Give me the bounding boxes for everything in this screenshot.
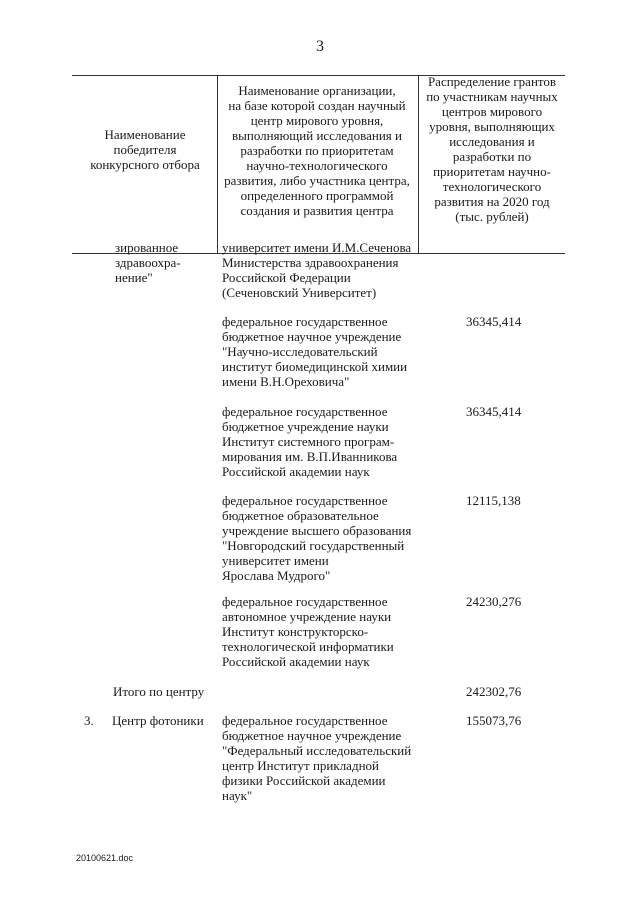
item-number: 3. <box>84 713 94 728</box>
row-amount: 36345,414 <box>466 404 522 419</box>
item-winner: Центр фотоники <box>112 713 204 728</box>
row-winner-continued: зированное здравоохра- нение" <box>115 240 181 285</box>
item-amount: 155073,76 <box>466 713 522 728</box>
header-winner: Наименование победителя конкурсного отбора <box>90 127 200 172</box>
file-name-footer: 20100621.doc <box>76 853 134 863</box>
total-amount: 242302,76 <box>466 684 522 699</box>
header-divider-2 <box>418 75 419 253</box>
row-org: университет имени И.М.Сеченова Министерства здравоохранения Российской Федерации (Сеченовский Университет) <box>222 240 412 300</box>
row-org: федеральное государственное бюджетное образовательное учреждение высшего образования "Новгородский государственный университет имени Ярослава Мудрого" <box>222 493 412 583</box>
header-organization: Наименование организации, на базе которой создан научный центр мирового уровня, выполняющий исследования и разработки по приоритетам научно-технологического развития, либо участника центра, определенного программой создания и развития центра <box>224 83 410 218</box>
row-amount: 36345,414 <box>466 314 522 329</box>
item-org: федеральное государственное бюджетное научное учреждение "Федеральный исследовательский центр Институт прикладной физики Российской академии наук" <box>222 713 412 803</box>
row-amount: 24230,276 <box>466 594 522 609</box>
header-grants: Распределение грантов по участникам научных центров мирового уровня, выполняющих исследования и разработки по приоритетам научно- технологического развития на 2020 год (тыс. рублей) <box>426 74 558 224</box>
row-org: федеральное государственное бюджетное учреждение науки Институт системного програм- мирования им. В.П.Иванникова Российской академии наук <box>222 404 398 479</box>
row-amount: 12115,138 <box>466 493 521 508</box>
page-number: 3 <box>316 38 324 55</box>
row-org: федеральное государственное бюджетное научное учреждение "Научно-исследовательский институт биомедицинской химии имени В.Н.Ореховича" <box>222 314 408 389</box>
row-org: федеральное государственное автономное учреждение науки Институт конструкторско- технологической информатики Российской академии наук <box>222 594 394 669</box>
total-label: Итого по центру <box>113 684 205 699</box>
